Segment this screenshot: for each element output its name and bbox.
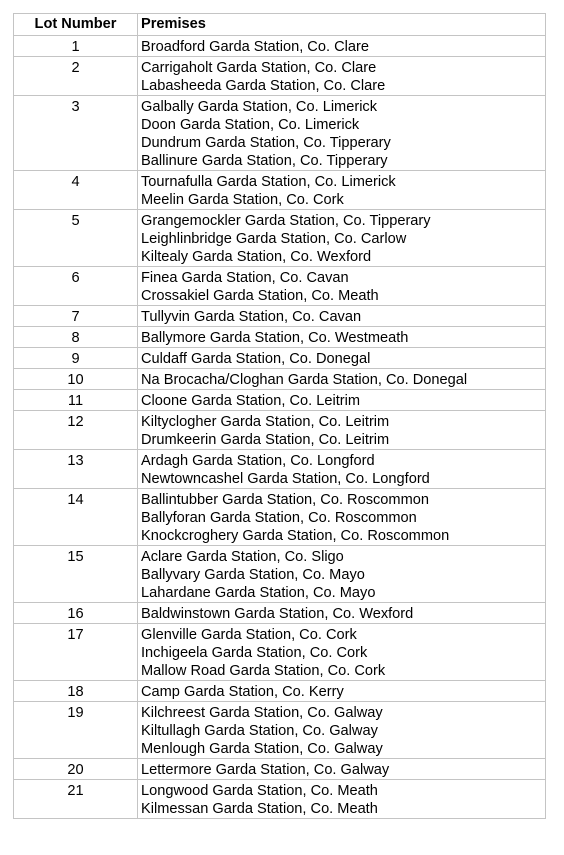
lot-number-cell: 16 — [14, 603, 138, 624]
table-row — [14, 603, 546, 624]
premises-cell — [138, 681, 546, 702]
lot-number-cell: 11 — [14, 390, 138, 411]
premises-line: Culdaff Garda Station, Co. Donegal — [141, 351, 371, 367]
table-row — [14, 702, 546, 759]
lot-number-header: Lot Number — [14, 14, 138, 36]
premises-line: Baldwinstown Garda Station, Co. Wexford — [141, 606, 414, 622]
premises-line: Lahardane Garda Station, Co. Mayo — [141, 585, 376, 601]
table-row — [14, 450, 546, 489]
table-row — [14, 96, 546, 171]
lot-number-cell: 8 — [14, 327, 138, 348]
premises-cell — [138, 57, 546, 96]
table-body — [14, 36, 546, 819]
table-row — [14, 306, 546, 327]
premises-line: Drumkeerin Garda Station, Co. Leitrim — [141, 432, 390, 448]
table-row — [14, 171, 546, 210]
lot-number-cell: 20 — [14, 759, 138, 780]
premises-cell — [138, 36, 546, 57]
premises-line: Kiltealy Garda Station, Co. Wexford — [141, 249, 372, 265]
premises-cell — [138, 780, 546, 819]
premises-cell — [138, 210, 546, 267]
premises-line: Tullyvin Garda Station, Co. Cavan — [141, 309, 362, 325]
premises-cell — [138, 546, 546, 603]
table-row — [14, 390, 546, 411]
lot-number-cell: 6 — [14, 267, 138, 306]
premises-cell — [138, 306, 546, 327]
premises-line: Ardagh Garda Station, Co. Longford — [141, 453, 375, 469]
premises-line: Labasheeda Garda Station, Co. Clare — [141, 78, 386, 94]
lot-number-cell: 10 — [14, 369, 138, 390]
premises-line: Cloone Garda Station, Co. Leitrim — [141, 393, 361, 409]
premises-line: Tournafulla Garda Station, Co. Limerick — [141, 174, 396, 190]
premises-cell — [138, 348, 546, 369]
lot-number-cell: 15 — [14, 546, 138, 603]
premises-line: Ballinure Garda Station, Co. Tipperary — [141, 153, 388, 169]
lot-number-cell: 3 — [14, 96, 138, 171]
table-row — [14, 546, 546, 603]
premises-cell — [138, 489, 546, 546]
lot-number-cell: 5 — [14, 210, 138, 267]
lot-number-cell: 12 — [14, 411, 138, 450]
premises-line: Glenville Garda Station, Co. Cork — [141, 627, 357, 643]
lot-number-cell: 1 — [14, 36, 138, 57]
premises-line: Aclare Garda Station, Co. Sligo — [141, 549, 344, 565]
premises-cell — [138, 327, 546, 348]
premises-line: Na Brocacha/Cloghan Garda Station, Co. Donegal — [141, 372, 468, 388]
premises-line: Kilchreest Garda Station, Co. Galway — [141, 705, 383, 721]
table-row — [14, 780, 546, 819]
premises-line: Knockcroghery Garda Station, Co. Roscommon — [141, 528, 450, 544]
premises-line: Kilmessan Garda Station, Co. Meath — [141, 801, 378, 817]
premises-line: Inchigeela Garda Station, Co. Cork — [141, 645, 368, 661]
premises-cell — [138, 171, 546, 210]
premises-cell — [138, 411, 546, 450]
premises-cell — [138, 369, 546, 390]
premises-cell — [138, 603, 546, 624]
premises-cell — [138, 267, 546, 306]
premises-header: Premises — [138, 14, 546, 36]
table-row — [14, 759, 546, 780]
lots-table-wrapper — [13, 13, 546, 819]
premises-line: Menlough Garda Station, Co. Galway — [141, 741, 383, 757]
lot-number-cell: 9 — [14, 348, 138, 369]
premises-line: Ballymore Garda Station, Co. Westmeath — [141, 330, 409, 346]
table-row — [14, 57, 546, 96]
table-row — [14, 348, 546, 369]
lot-number-cell: 21 — [14, 780, 138, 819]
premises-line: Doon Garda Station, Co. Limerick — [141, 117, 360, 133]
premises-cell — [138, 702, 546, 759]
premises-line: Galbally Garda Station, Co. Limerick — [141, 99, 378, 115]
premises-line: Longwood Garda Station, Co. Meath — [141, 783, 378, 799]
premises-line: Meelin Garda Station, Co. Cork — [141, 192, 344, 208]
lot-number-cell: 18 — [14, 681, 138, 702]
premises-line: Leighlinbridge Garda Station, Co. Carlow — [141, 231, 407, 247]
lot-number-cell: 7 — [14, 306, 138, 327]
premises-line: Kiltyclogher Garda Station, Co. Leitrim — [141, 414, 390, 430]
premises-line: Mallow Road Garda Station, Co. Cork — [141, 663, 386, 679]
lot-number-cell: 14 — [14, 489, 138, 546]
lot-number-cell: 4 — [14, 171, 138, 210]
premises-cell — [138, 390, 546, 411]
premises-line: Ballintubber Garda Station, Co. Roscommon — [141, 492, 429, 508]
lot-number-cell: 13 — [14, 450, 138, 489]
table-row — [14, 681, 546, 702]
lot-number-cell: 17 — [14, 624, 138, 681]
header-row — [14, 14, 546, 36]
lot-number-cell: 2 — [14, 57, 138, 96]
premises-line: Grangemockler Garda Station, Co. Tipperary — [141, 213, 431, 229]
table-row — [14, 624, 546, 681]
premises-cell — [138, 759, 546, 780]
lots-table — [13, 13, 546, 819]
premises-cell — [138, 450, 546, 489]
premises-line: Finea Garda Station, Co. Cavan — [141, 270, 349, 286]
premises-line: Dundrum Garda Station, Co. Tipperary — [141, 135, 391, 151]
premises-line: Newtowncashel Garda Station, Co. Longford — [141, 471, 430, 487]
premises-line: Camp Garda Station, Co. Kerry — [141, 684, 344, 700]
table-row — [14, 36, 546, 57]
premises-line: Broadford Garda Station, Co. Clare — [141, 39, 369, 55]
premises-cell — [138, 624, 546, 681]
table-row — [14, 369, 546, 390]
premises-line: Ballyforan Garda Station, Co. Roscommon — [141, 510, 417, 526]
table-row — [14, 210, 546, 267]
premises-line: Crossakiel Garda Station, Co. Meath — [141, 288, 379, 304]
premises-cell — [138, 96, 546, 171]
table-row — [14, 267, 546, 306]
premises-line: Ballyvary Garda Station, Co. Mayo — [141, 567, 365, 583]
premises-line: Lettermore Garda Station, Co. Galway — [141, 762, 390, 778]
table-row — [14, 411, 546, 450]
lot-number-cell: 19 — [14, 702, 138, 759]
premises-line: Kiltullagh Garda Station, Co. Galway — [141, 723, 378, 739]
table-row — [14, 327, 546, 348]
premises-line: Carrigaholt Garda Station, Co. Clare — [141, 60, 377, 76]
table-row — [14, 489, 546, 546]
